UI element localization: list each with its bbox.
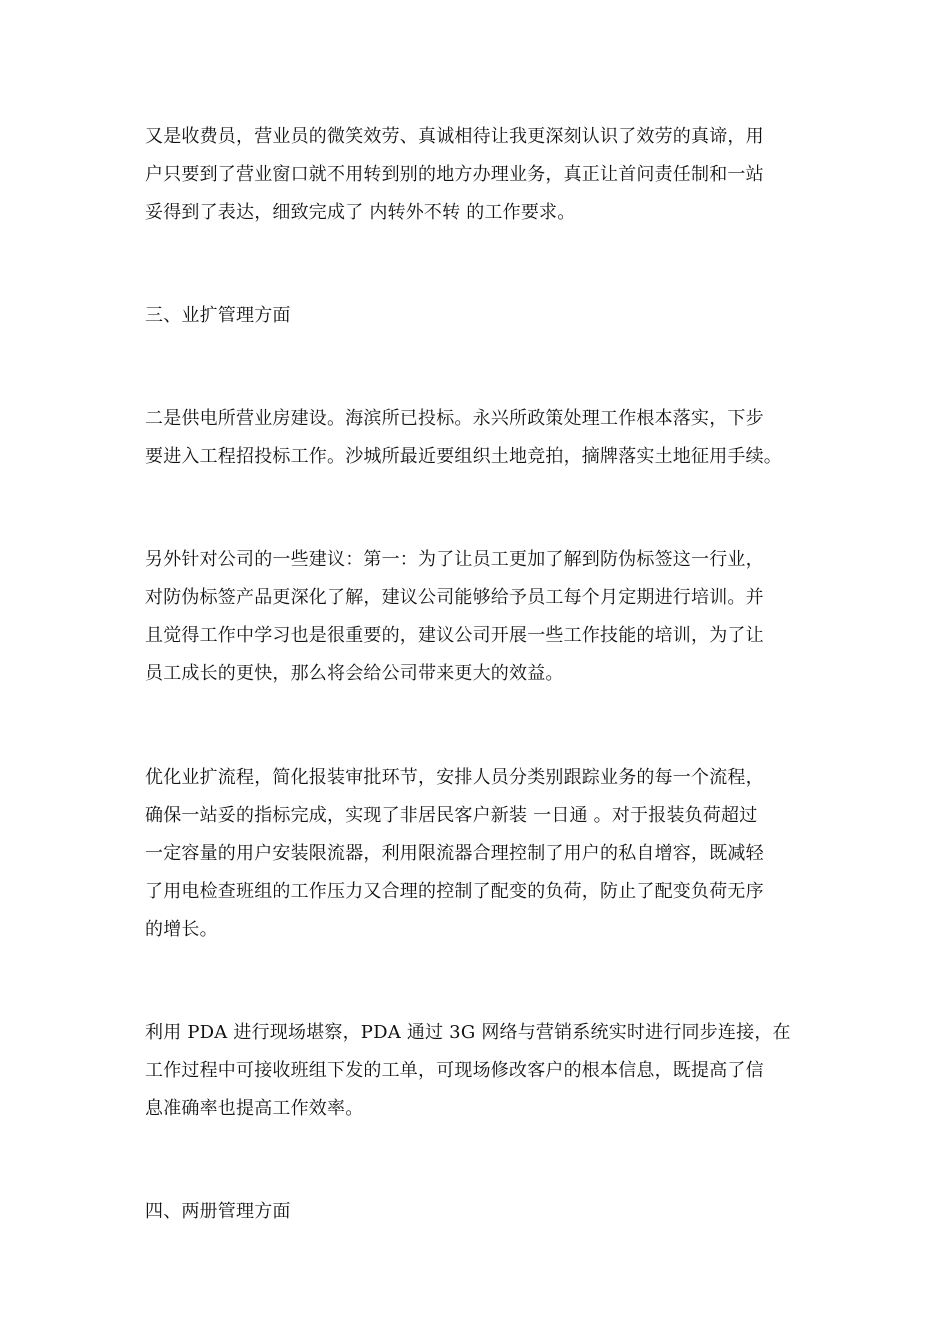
paragraph-5-line-1: 利用 PDA 进行现场堪察，PDA 通过 3G 网络与营销系统实时进行同步连接，在 — [145, 1022, 791, 1043]
paragraph-3-line-1: 另外针对公司的一些建议：第一：为了让员工更加了解到防伪标签这一行业， — [145, 549, 764, 570]
paragraph-5-line-3: 息准确率也提高工作效率。 — [145, 1098, 364, 1119]
paragraph-2-line-2: 要进入工程招投标工作。沙城所最近要组织土地竞拍，摘牌落实土地征用手续。 — [145, 446, 782, 467]
paragraph-4-line-3: 一定容量的用户安装限流器，利用限流器合理控制了用户的私自增容，既减轻 — [145, 843, 764, 864]
paragraph-3-line-4: 员工成长的更快，那么将会给公司带来更大的效益。 — [145, 663, 564, 684]
paragraph-3-line-3: 且觉得工作中学习也是很重要的，建议公司开展一些工作技能的培训，为了让 — [145, 625, 764, 646]
paragraph-1-line-2: 户只要到了营业窗口就不用转到别的地方办理业务，真正让首问责任制和一站 — [145, 164, 764, 185]
section-heading-four: 四、两册管理方面 — [145, 1201, 291, 1222]
paragraph-1-line-1: 又是收费员，营业员的微笑效劳、真诚相待让我更深刻认识了效劳的真谛，用 — [145, 126, 764, 147]
section-heading-three: 三、业扩管理方面 — [145, 305, 291, 326]
paragraph-3-line-2: 对防伪标签产品更深化了解，建议公司能够给予员工每个月定期进行培训。并 — [145, 587, 764, 608]
paragraph-5-line-2: 工作过程中可接收班组下发的工单，可现场修改客户的根本信息，既提高了信 — [145, 1060, 764, 1081]
paragraph-4-line-1: 优化业扩流程，简化报装审批环节，安排人员分类别跟踪业务的每一个流程， — [145, 767, 764, 788]
paragraph-4-line-2: 确保一站妥的指标完成，实现了非居民客户新装 一日通 。对于报装负荷超过 — [145, 805, 758, 826]
paragraph-4-line-5: 的增长。 — [145, 919, 218, 940]
paragraph-1-line-3: 妥得到了表达，细致完成了 内转外不转 的工作要求。 — [145, 202, 576, 223]
paragraph-2-line-1: 二是供电所营业房建设。海滨所已投标。永兴所政策处理工作根本落实，下步 — [145, 408, 764, 429]
paragraph-4-line-4: 了用电检查班组的工作压力又合理的控制了配变的负荷，防止了配变负荷无序 — [145, 881, 764, 902]
